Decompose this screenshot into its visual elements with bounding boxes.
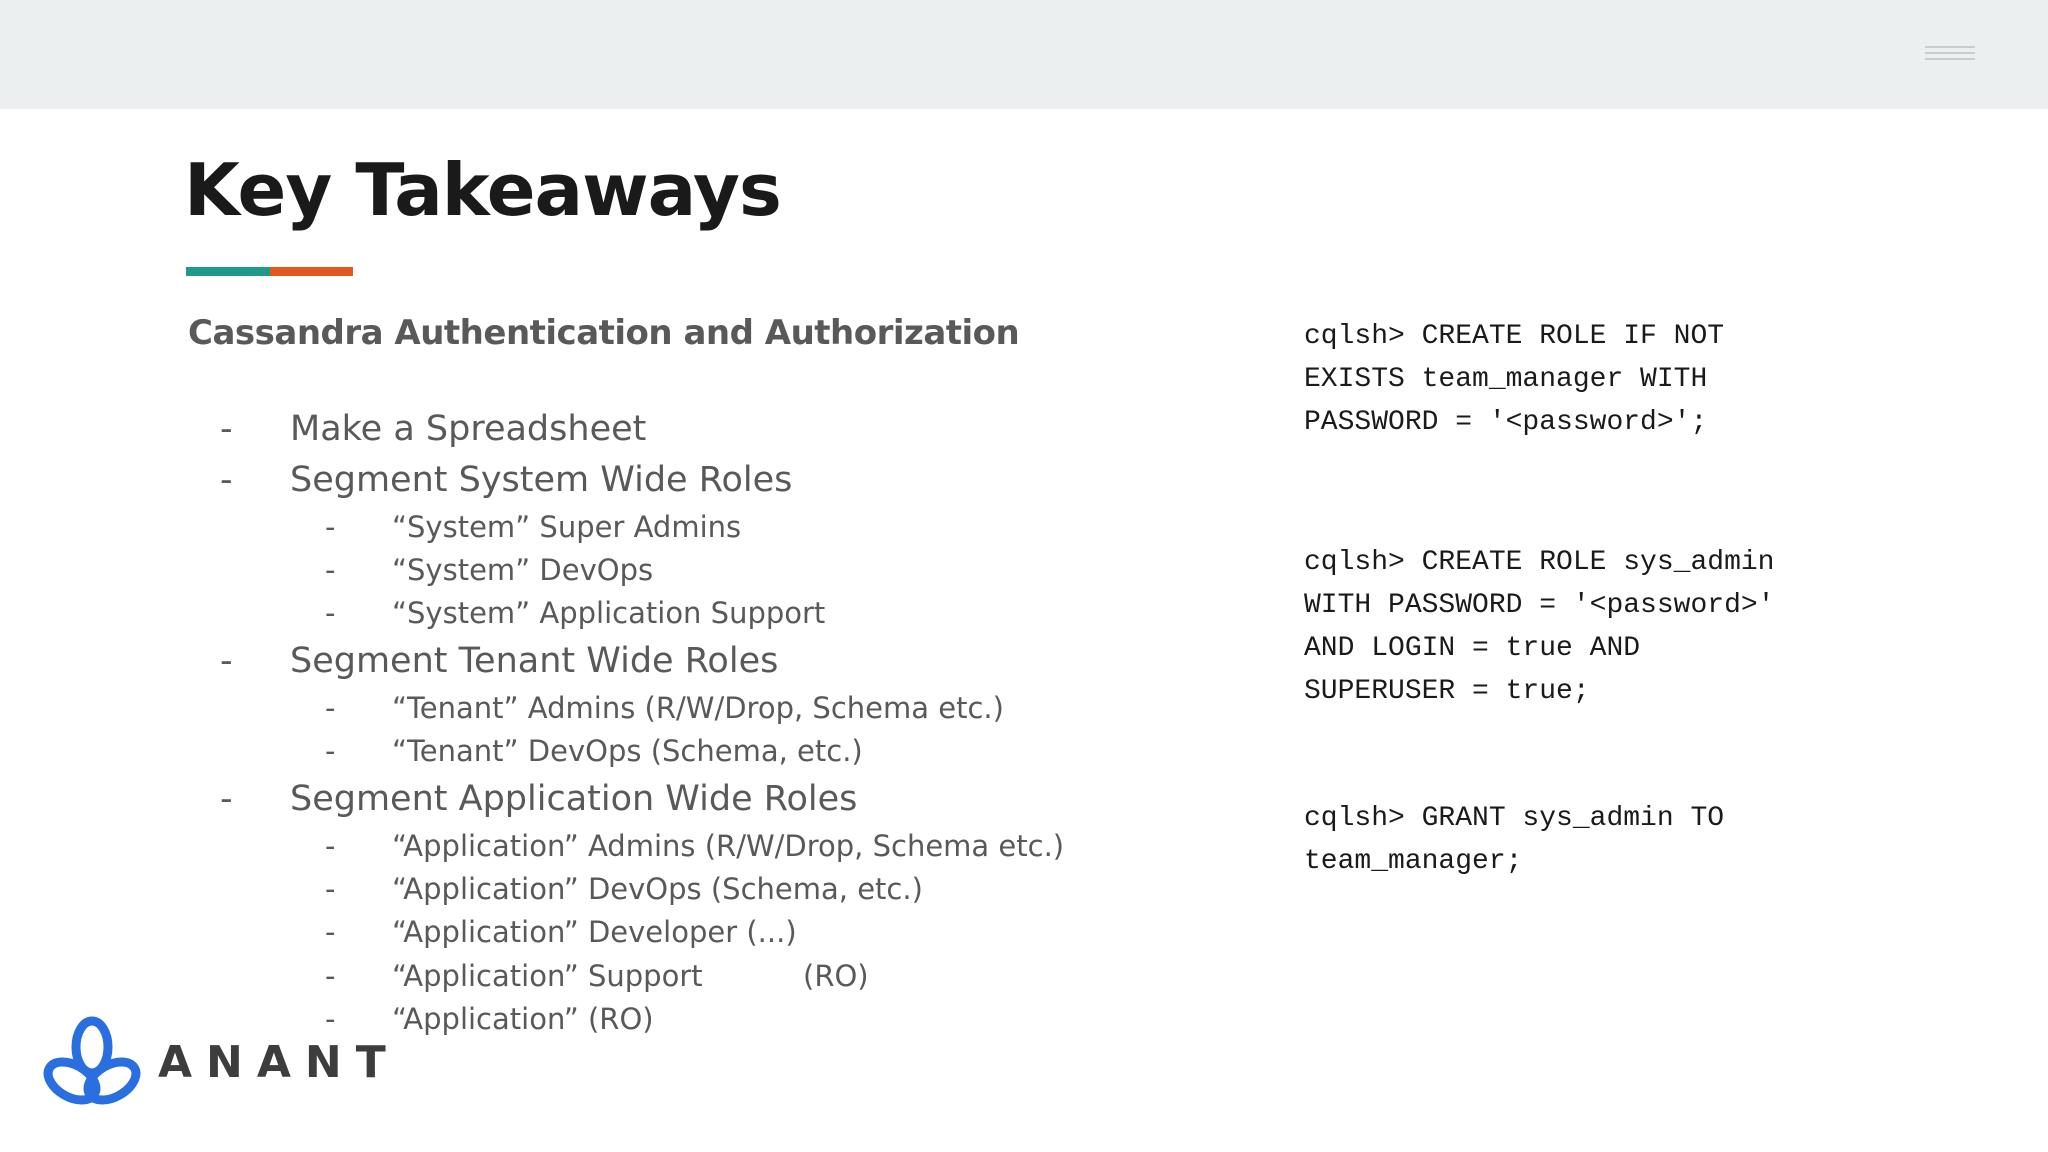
bullet-dash: -	[220, 779, 233, 819]
bullet-dash: -	[325, 734, 336, 768]
anant-logo-text: ANANT	[158, 1037, 400, 1088]
bullet-dash: -	[325, 872, 336, 906]
header-band	[0, 0, 2048, 109]
bullet-text: Segment Tenant Wide Roles	[290, 641, 779, 681]
bullet-dash: -	[325, 959, 336, 993]
sub-bullet-item	[325, 955, 1125, 998]
code-line: WITH PASSWORD = '<password>'	[1304, 590, 1775, 621]
bullet-item	[220, 455, 1120, 505]
bullet-text: “Tenant” DevOps (Schema, etc.)	[392, 734, 863, 768]
code-line: cqlsh> CREATE ROLE IF NOT	[1304, 321, 1725, 352]
slide-title: Key Takeaways	[184, 148, 781, 232]
sub-bullet-item	[325, 825, 1125, 868]
bullet-dash: -	[220, 641, 233, 681]
sub-bullet-item	[325, 549, 1125, 592]
bullet-dash: -	[325, 510, 336, 544]
bullet-item	[220, 636, 1120, 686]
code-line: cqlsh> GRANT sys_admin TO	[1304, 803, 1725, 834]
sub-bullet-item	[325, 592, 1125, 635]
slide-subtitle: Cassandra Authentication and Authorization	[188, 313, 1020, 353]
bullet-dash: -	[325, 596, 336, 630]
anant-logo	[40, 1015, 400, 1115]
bullet-dash: -	[325, 1002, 336, 1036]
bullet-dash: -	[325, 691, 336, 725]
code-line: cqlsh> CREATE ROLE sys_admin	[1304, 547, 1775, 578]
sub-bullet-item	[325, 506, 1125, 549]
bullet-dash: -	[325, 553, 336, 587]
bullet-text: Segment System Wide Roles	[290, 460, 793, 500]
sub-bullet-item	[325, 868, 1125, 911]
code-line: team_manager;	[1304, 846, 1523, 877]
bullet-item	[220, 774, 1120, 824]
bullet-text: “Application” Admins (R/W/Drop, Schema etc.)	[392, 829, 1065, 863]
bullet-dash: -	[325, 829, 336, 863]
code-line: SUPERUSER = true;	[1304, 676, 1590, 707]
bullet-dash: -	[220, 460, 233, 500]
bullet-item	[220, 404, 1120, 454]
hamburger-menu-icon[interactable]	[1925, 46, 1975, 66]
code-line: PASSWORD = '<password>';	[1304, 407, 1708, 438]
bullet-text: “Application” Support	[392, 959, 703, 993]
sub-bullet-item	[325, 730, 1125, 773]
code-block-create-team-manager	[1304, 315, 1724, 444]
bullet-extra-text: (RO)	[803, 959, 869, 993]
bullet-text: “Application” Developer (...)	[392, 915, 797, 949]
bullet-text: “System” Application Support	[392, 596, 826, 630]
anant-logo-icon	[40, 1015, 145, 1115]
code-line: AND LOGIN = true AND	[1304, 633, 1641, 664]
code-block-create-sys-admin	[1304, 541, 1774, 713]
bullet-text: “Application” DevOps (Schema, etc.)	[392, 872, 923, 906]
bullet-dash: -	[325, 915, 336, 949]
accent-orange-segment	[270, 267, 353, 276]
accent-teal-segment	[186, 267, 270, 276]
bullet-text: “Tenant” Admins (R/W/Drop, Schema etc.)	[392, 691, 1004, 725]
bullet-dash: -	[220, 409, 233, 449]
code-block-grant	[1304, 797, 1724, 883]
sub-bullet-item	[325, 998, 1125, 1041]
bullet-text: “System” Super Admins	[392, 510, 742, 544]
code-line: EXISTS team_manager WITH	[1304, 364, 1708, 395]
bullet-text: “Application” (RO)	[392, 1002, 654, 1036]
sub-bullet-item	[325, 911, 1125, 954]
title-accent-bar	[186, 267, 353, 276]
bullet-text: Segment Application Wide Roles	[290, 779, 858, 819]
bullet-text: “System” DevOps	[392, 553, 654, 587]
sub-bullet-item	[325, 687, 1125, 730]
bullet-text: Make a Spreadsheet	[290, 409, 647, 449]
